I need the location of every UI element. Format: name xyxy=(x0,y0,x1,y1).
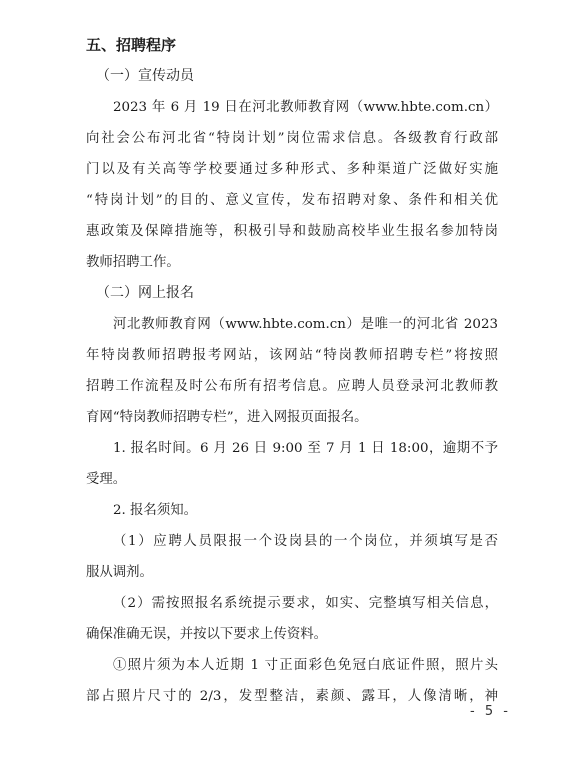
page-number: - 5 - xyxy=(470,704,511,719)
subsection-title-publicity: （一）宣传动员 xyxy=(96,68,194,84)
paragraph-notice-item-1 xyxy=(86,526,498,588)
text-line: 1. 报名时间。6 月 26 日 9:00 至 7 月 1 日 18:00，逾期不予 xyxy=(113,441,498,456)
paragraph-registration-notice xyxy=(86,495,498,526)
subsection-title-online-registration: （二）网上报名 xyxy=(96,285,194,301)
document-body xyxy=(86,30,498,712)
paragraph-registration-time xyxy=(86,433,498,495)
text-line: 服从调剂。 xyxy=(86,565,153,580)
text-line: 育网“特岗教师招聘专栏”，进入网报页面报名。 xyxy=(86,410,368,425)
paragraph-publicity xyxy=(86,92,498,278)
paragraph-notice-item-2 xyxy=(86,588,498,650)
text-line: 2023 年 6 月 19 日在河北教师教育网（www.hbte.com.cn） xyxy=(113,100,498,115)
text-line: 年特岗教师招聘报考网站，该网站“特岗教师招聘专栏”将按照 xyxy=(86,348,498,363)
text-line: （1）应聘人员限报一个设岗县的一个岗位，并须填写是否 xyxy=(113,534,498,549)
paragraph-photo-requirements xyxy=(86,650,498,712)
text-line: 教师招聘工作。 xyxy=(86,255,180,270)
paragraph-online-registration xyxy=(86,309,498,433)
text-line: 向社会公布河北省“特岗计划”岗位需求信息。各级教育行政部 xyxy=(86,131,498,146)
text-line: 部占照片尺寸的 2/3，发型整洁，素颜、露耳，人像清晰，神 xyxy=(86,689,498,704)
text-line: 门以及有关高等学校要通过多种形式、多种渠道广泛做好实施 xyxy=(86,162,498,177)
text-line: 确保准确无误，并按以下要求上传资料。 xyxy=(86,627,328,642)
text-line: ①照片须为本人近期 1 寸正面彩色免冠白底证件照，照片头 xyxy=(113,658,498,673)
section-title: 五、招聘程序 xyxy=(86,36,177,54)
text-line: 2. 报名须知。 xyxy=(113,503,197,518)
text-line: 招聘工作流程及时公布所有招考信息。应聘人员登录河北教师教 xyxy=(86,379,498,394)
text-line: 受理。 xyxy=(86,472,127,487)
text-line: 惠政策及保障措施等，积极引导和鼓励高校毕业生报名参加特岗 xyxy=(86,224,498,239)
text-line: （2）需按照报名系统提示要求，如实、完整填写相关信息， xyxy=(113,596,498,611)
text-line: “特岗计划”的目的、意义宣传，发布招聘对象、条件和相关优 xyxy=(86,193,498,208)
text-line: 河北教师教育网（www.hbte.com.cn）是唯一的河北省 2023 xyxy=(113,317,498,332)
